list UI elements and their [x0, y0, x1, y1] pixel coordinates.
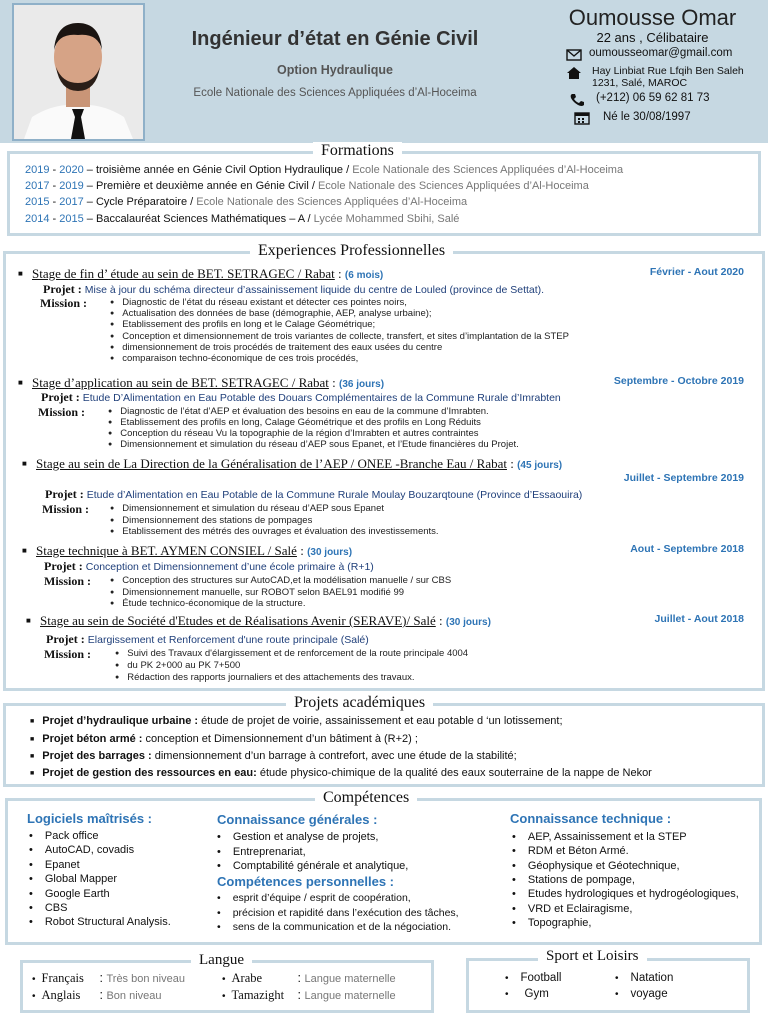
formation-school: Ecole Nationale des Sciences Appliquées d’Al-Hoceima: [352, 164, 624, 176]
experience-title-text: Stage de fin d’ étude au sein de BET. SETRAGEC / Rabat: [32, 266, 335, 281]
general-heading-text: Connaissance générales: [217, 812, 370, 827]
section-title-skills: Compétences: [315, 789, 417, 807]
language-row: • Arabe : Langue maternelle: [222, 971, 396, 985]
formation-label: Baccalauréat Sciences Mathématiques – A: [95, 213, 305, 225]
bullet-square: ■: [22, 459, 27, 468]
section-title-formations: Formations: [313, 142, 402, 160]
project-line: Projet : Etude D’Alimentation en Eau Potable des Douars Complémentaires de la Commune Rurale d’Imrabten: [41, 390, 561, 404]
hobby-name: voyage: [630, 988, 668, 1000]
hobby-item: [505, 988, 549, 1000]
technical-skill-item: • VRD et Eclairagisme,: [512, 903, 632, 915]
section-title-hobbies: Sport et Loisirs: [538, 948, 647, 965]
technical-skill-item: • Etudes hydrologiques et hydrogéologiques,: [512, 888, 739, 900]
experience-date: Septembre - Octobre 2019: [613, 375, 744, 387]
language-row: • Tamazight : Langue maternelle: [222, 988, 396, 1002]
language-level: Bon niveau: [106, 990, 162, 1002]
bullet: •: [505, 973, 509, 984]
technical-skill-item: • RDM et Béton Armé.: [512, 845, 629, 857]
mission-item: ● Dimensionnement et simulation du réseau d’AEP sous Epanet: [110, 503, 384, 514]
general-skill-item: • Gestion et analyse de projets,: [217, 831, 378, 843]
mission-item: ● Diagnostic de l’état du réseau existant et détecter ces pointes noirs,: [110, 297, 407, 308]
project-label: Projet: [46, 632, 78, 646]
hobby-name: Natation: [630, 972, 674, 984]
language-name: Arabe: [231, 971, 263, 985]
experience-duration: (36 jours): [339, 379, 385, 390]
bullet: •: [222, 974, 226, 985]
language-name: Tamazight: [231, 988, 285, 1002]
project-row: [30, 733, 418, 745]
mission-item: ● Conception et dimensionnement de trois variantes de collecte, transfert, et sites d’implantation de la STEP: [110, 331, 569, 342]
mission-item: ● Conception du réseau Vu la topographie de la région d’Imrabten et autres contraintes: [108, 428, 478, 439]
project-description: Conception et Dimensionnement d’une école primaire à (R+1): [85, 561, 374, 573]
formation-start-year: 2019: [25, 164, 50, 176]
formation-start-year: 2015: [25, 196, 50, 208]
hobby-item: [615, 972, 673, 984]
mission-item: ● Étude technico-économique de la structure.: [110, 598, 305, 609]
bullet: •: [615, 989, 619, 1000]
language-row: • Anglais : Bon niveau: [32, 988, 162, 1002]
mission-label: Mission: [44, 647, 85, 661]
language-level: Très bon niveau: [106, 973, 185, 985]
software-item: • Robot Structural Analysis.: [29, 916, 171, 928]
project-desc: conception et Dimensionnement d’un bâtiment à (R+2) ;: [142, 733, 418, 745]
technical-skill-item: • Stations de pompage,: [512, 874, 635, 886]
bullet: •: [32, 974, 36, 985]
bullet: •: [615, 973, 619, 984]
mission-line: Mission :: [40, 296, 88, 310]
hobby-name: Football: [520, 972, 562, 984]
project-label: Projet: [43, 282, 75, 296]
person-name: Oumousse Omar: [568, 5, 737, 30]
project-description: Mise à jour du schéma directeur d’assainissement liquide du centre de Louled (province de Settat).: [84, 284, 545, 296]
software-item: • Global Mapper: [29, 873, 117, 885]
formation-end-year: 2020: [59, 164, 84, 176]
personal-skill-item: • esprit d’équipe / esprit de coopération,: [217, 892, 411, 904]
project-description: Elargissement et Renforcement d'une route principale (Salé): [87, 634, 369, 646]
home-icon: [566, 66, 582, 80]
project-name: Projet d’hydraulique urbaine :: [42, 715, 199, 727]
language-name: Anglais: [41, 988, 81, 1002]
experience-title-text: Stage au sein de Société d'Etudes et de Réalisations Avenir (SERAVE)/ Salé: [40, 613, 436, 628]
mission-line: Mission :: [44, 574, 92, 588]
bullet: •: [32, 991, 36, 1002]
project-label: Projet: [45, 487, 77, 501]
formation-end-year: 2019: [59, 180, 84, 192]
mission-item: ● Conception des structures sur AutoCAD,et la modélisation manuelle / sur CBS: [110, 575, 451, 586]
bullet: •: [505, 989, 509, 1000]
technical-heading: Connaissance technique :: [510, 811, 672, 826]
bullet-square: ■: [26, 616, 31, 625]
experience-duration: (45 jours): [517, 460, 563, 471]
technical-heading-text: Connaissance technique: [510, 811, 664, 826]
software-heading: Logiciels maîtrisés :: [27, 811, 153, 826]
hobby-item: [505, 972, 561, 984]
mission-item: ● dimensionnement de trois procédés de traitement des eaux usées du centre: [110, 342, 442, 353]
birth-date: Né le 30/08/1997: [603, 111, 691, 123]
experience-title: Stage au sein de Société d'Etudes et de Réalisations Avenir (SERAVE)/ Salé : (30 jours): [40, 613, 491, 628]
mission-item: ● Actualisation des données de base (démographie, AEP, analyse urbaine);: [110, 308, 432, 319]
technical-skill-item: • Géophysique et Géotechnique,: [512, 860, 680, 872]
project-line: Projet : Conception et Dimensionnement d’une école primaire à (R+1): [44, 559, 374, 573]
personal-heading: Compétences personnelles :: [217, 874, 395, 889]
mission-label: Mission: [44, 574, 85, 588]
mission-item: ● Etablissement des profils en long, Calage Géométrique et des profils en Long Réduits: [108, 417, 481, 428]
project-row: [30, 750, 517, 762]
project-line: Projet : Elargissement et Renforcement d'une route principale (Salé): [46, 632, 369, 646]
experience-title-text: Stage au sein de La Direction de la Généralisation de l’AEP / ONEE -Branche Eau / Rabat: [36, 456, 507, 471]
formation-end-year: 2015: [59, 213, 84, 225]
project-name: Projet des barrages :: [42, 750, 152, 762]
school-name: Ecole Nationale des Sciences Appliquées d’Al-Hoceima: [193, 87, 477, 99]
experience-duration: (30 jours): [445, 617, 491, 628]
software-item: • CBS: [29, 902, 67, 914]
section-title-projects: Projets académiques: [286, 694, 433, 712]
formation-school: Lycée Mohammed Sbihi, Salé: [313, 213, 460, 225]
mission-item: ● du PK 2+000 au PK 7+500: [115, 660, 240, 671]
specialty-option: Option Hydraulique: [277, 63, 393, 77]
general-heading: Connaissance générales :: [217, 812, 378, 827]
project-label: Projet: [44, 559, 76, 573]
experience-date: Juillet - Septembre 2019: [623, 472, 744, 484]
project-row: [30, 715, 563, 727]
software-item: • Google Earth: [29, 888, 110, 900]
bullet-square: ■: [18, 269, 23, 278]
address-line-1: Hay Linbiat Rue Lfqih Ben Saleh: [592, 65, 744, 77]
personal-skill-item: • précision et rapidité dans l’exécution des tâches,: [217, 907, 459, 919]
mission-line: Mission :: [44, 647, 92, 661]
experience-title: Stage de fin d’ étude au sein de BET. SETRAGEC / Rabat : (6 mois): [32, 266, 384, 281]
section-title-experiences: Experiences Professionnelles: [250, 242, 453, 260]
mission-item: ● Dimensionnement manuelle, sur ROBOT selon BAEL91 modifié 99: [110, 587, 404, 598]
mission-item: ● comparaison techno-économique de ces trois procédés,: [110, 353, 358, 364]
mail-icon: [566, 48, 582, 62]
mission-line: Mission :: [42, 502, 90, 516]
address-line-2: 1231, Salé, MAROC: [592, 77, 688, 89]
experience-title: Stage d’application au sein de BET. SETRAGEC / Rabat : (36 jours): [32, 375, 385, 390]
technical-skill-item: • Topographie,: [512, 917, 591, 929]
mission-item: ● Dimensionnement et simulation du réseau d’AEP sous Epanet, et l’Etude financières du Projet.: [108, 439, 519, 450]
experience-title-text: Stage technique à BET. AYMEN CONSIEL / Salé: [36, 543, 297, 558]
mission-line: Mission :: [38, 405, 86, 419]
email[interactable]: oumousseomar@gmail.com: [589, 47, 733, 59]
mission-label: Mission: [38, 405, 79, 419]
experience-duration: (30 jours): [307, 547, 353, 558]
bullet: •: [222, 991, 226, 1002]
software-item: • AutoCAD, covadis: [29, 844, 134, 856]
formation-end-year: 2017: [59, 196, 84, 208]
formation-label: Première et deuxième année en Génie Civil: [95, 180, 309, 192]
section-title-languages: Langue: [191, 952, 252, 969]
technical-skill-item: • AEP, Assainissement et la STEP: [512, 831, 687, 843]
formation-school: Ecole Nationale des Sciences Appliquées d’Al-Hoceima: [317, 180, 589, 192]
general-skill-item: • Comptabilité générale et analytique,: [217, 860, 408, 872]
experience-date: Février - Aout 2020: [649, 266, 744, 278]
language-level: Langue maternelle: [304, 973, 396, 985]
project-desc: étude de projet de voirie, assainissement et eau potable d ‘un lotissement;: [198, 715, 563, 727]
bullet-square: ■: [22, 546, 27, 555]
calendar-icon: [574, 111, 590, 125]
phone-number[interactable]: (+212) 06 59 62 81 73: [596, 92, 710, 104]
formation-row: 2017 - 2019 – Première et deuxième année en Génie Civil / Ecole Nationale des Sciences Appliquées d’Al-Hoceima: [25, 180, 589, 192]
mission-item: ● Etablissement des profils en long et le Calage Géométrique;: [110, 319, 375, 330]
mission-item: ● Diagnostic de l’état d’AEP et évaluation des besoins en eau de la commune d’Imrabten.: [108, 406, 489, 417]
formation-row: 2014 - 2015 – Baccalauréat Sciences Mathématiques – A / Lycée Mohammed Sbihi, Salé: [25, 213, 460, 225]
experience-date: Aout - Septembre 2018: [630, 543, 744, 555]
project-name: Projet béton armé :: [42, 733, 143, 745]
project-description: Etude d’Alimentation en Eau Potable de la Commune Rurale Moulay Bouzarqtoune (Province d’Essaouira): [86, 489, 583, 501]
age-status: 22 ans , Célibataire: [596, 30, 709, 45]
mission-item: ● Rédaction des rapports journaliers et des attachements des travaux.: [115, 672, 415, 683]
project-description: Etude D’Alimentation en Eau Potable des Douars Complémentaires de la Commune Rurale d’Imrabten: [82, 392, 561, 404]
formation-label: Cycle Préparatoire: [95, 196, 188, 208]
hobbies-box: [466, 958, 750, 1013]
project-row: [30, 767, 652, 779]
header-band: [0, 0, 768, 143]
language-row: • Français : Très bon niveau: [32, 971, 185, 985]
mission-label: Mission: [42, 502, 83, 516]
formation-row: 2019 - 2020 – troisième année en Génie Civil Option Hydraulique / Ecole Nationale des Sciences Appliquées d’Al-Hoceima: [25, 164, 624, 176]
software-item: • Epanet: [29, 859, 80, 871]
formation-school: Ecole Nationale des Sciences Appliquées d’Al-Hoceima: [196, 196, 468, 208]
formation-start-year: 2014: [25, 213, 50, 225]
experience-date: Juillet - Aout 2018: [654, 613, 744, 625]
general-skill-item: • Entreprenariat,: [217, 846, 306, 858]
formation-label: troisième année en Génie Civil Option Hydraulique: [95, 164, 344, 176]
mission-item: ● Suivi des Travaux d'élargissement et de renforcement de la route principale 4004: [115, 648, 468, 659]
mission-item: ● Etablissement des métrés des ouvrages et évaluation des investissements.: [110, 526, 439, 537]
personal-skill-item: • sens de la communication et de la négociation.: [217, 921, 451, 933]
project-line: Projet : Mise à jour du schéma directeur d’assainissement liquide du centre de Louled (province de Settat).: [43, 282, 545, 296]
experience-duration: (6 mois): [344, 270, 384, 281]
mission-item: ● Dimensionnement des stations de pompages: [110, 515, 312, 526]
project-label: Projet: [41, 390, 73, 404]
hobby-name: Gym: [524, 988, 549, 1000]
bullet-square: ■: [18, 378, 23, 387]
project-line: Projet : Etude d’Alimentation en Eau Potable de la Commune Rurale Moulay Bouzarqtoune (Province d’Essaouira): [45, 487, 583, 501]
language-level: Langue maternelle: [304, 990, 396, 1002]
personal-heading-text: Compétences personnelles: [217, 874, 387, 889]
formation-row: 2015 - 2017 – Cycle Préparatoire / Ecole Nationale des Sciences Appliquées d’Al-Hoceima: [25, 196, 468, 208]
project-desc: étude physico-chimique de la qualité des eaux souterraine de la nappe de Nekor: [256, 767, 652, 779]
software-heading-text: Logiciels maîtrisés: [27, 811, 145, 826]
experience-title: Stage au sein de La Direction de la Généralisation de l’AEP / ONEE -Branche Eau / Rabat : (45 jours): [36, 456, 563, 471]
project-desc: dimensionnement d’un barrage à contrefort, avec une étude de la stabilité;: [151, 750, 517, 762]
profile-photo: [12, 3, 145, 141]
experience-title: Stage technique à BET. AYMEN CONSIEL / Salé : (30 jours): [36, 543, 353, 558]
job-title: Ingénieur d’état en Génie Civil: [191, 28, 479, 50]
formation-start-year: 2017: [25, 180, 50, 192]
software-item: • Pack office: [29, 830, 98, 842]
language-name: Français: [41, 971, 84, 985]
hobby-item: [615, 988, 668, 1000]
experience-title-text: Stage d’application au sein de BET. SETRAGEC / Rabat: [32, 375, 329, 390]
mission-label: Mission: [40, 296, 81, 310]
project-name: Projet de gestion des ressources en eau:: [42, 767, 257, 779]
phone-icon: [569, 93, 585, 107]
